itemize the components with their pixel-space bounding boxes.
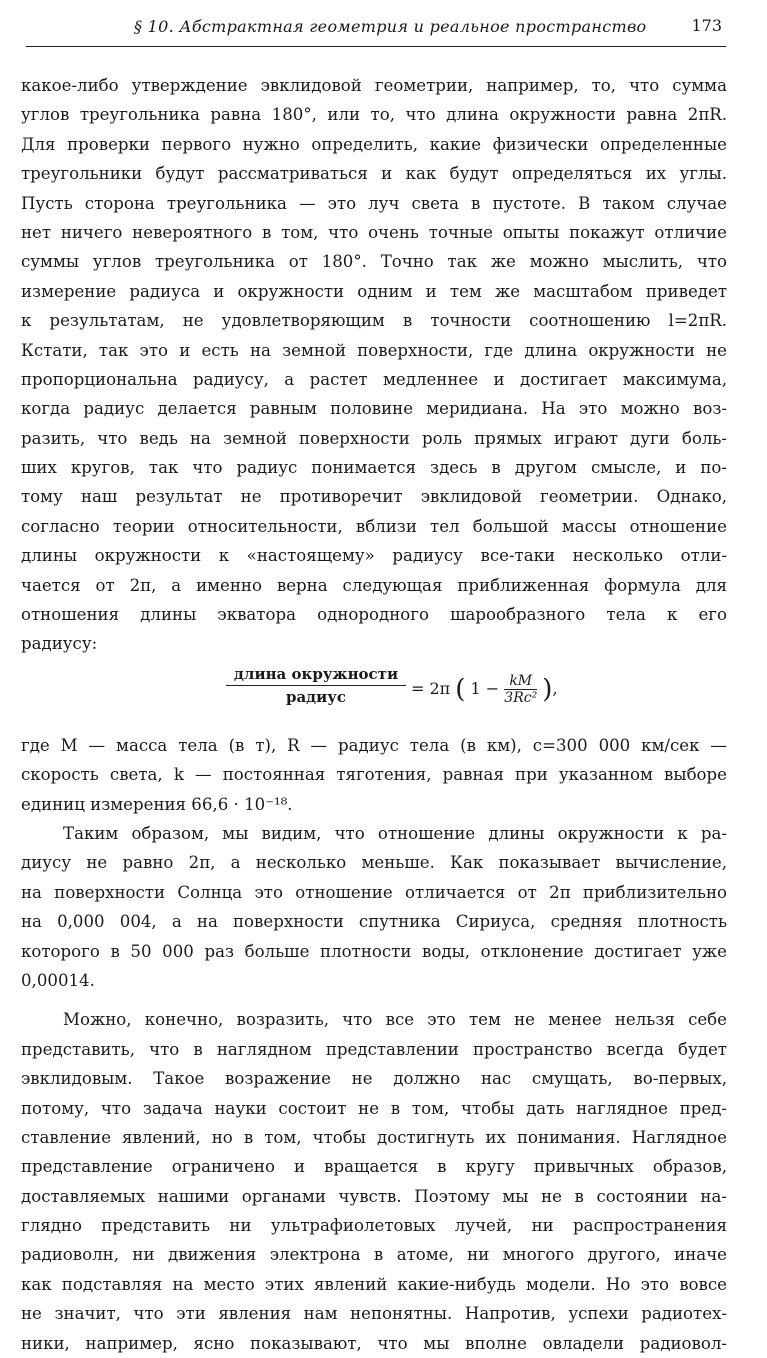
text-line: ших кругов, так что радиус понимается здесь в другом смысле, и по- xyxy=(21,458,727,478)
paragraph-2 xyxy=(21,731,727,819)
text-line: 0,00014. xyxy=(21,970,95,990)
text-line: представить, что в наглядном представлении пространство всегда будет xyxy=(21,1039,727,1059)
open-paren: ( xyxy=(455,674,466,705)
text-line: представление ограничено и вращается в кругу привычных образов, xyxy=(21,1157,727,1177)
text-line: ставление явлений, но в том, чтобы достигнуть их понимания. Наглядное xyxy=(21,1127,727,1147)
text-line: разить, что ведь на земной поверхности роль прямых играют дуги боль- xyxy=(21,428,727,448)
formula-denominator: радиус xyxy=(285,687,347,706)
text-line: эвклидовым. Такое возражение не должно нас смущать, во-первых, xyxy=(21,1069,727,1089)
text-line: какое-либо утверждение эвклидовой геометрии, например, то, что сумма xyxy=(21,76,727,95)
page-body xyxy=(21,71,727,1358)
text-line: согласно теории относительности, вблизи тел большой массы отношение xyxy=(21,516,727,536)
formula-inner-fraction xyxy=(504,673,537,706)
text-line: диусу не равно 2π, а несколько меньше. Как показывает вычисление, xyxy=(21,853,727,873)
text-line: как подставляя на место этих явлений какие-нибудь модели. Но это вовсе xyxy=(21,1274,727,1294)
running-header xyxy=(26,14,726,47)
text-line: суммы углов треугольника от 180°. Точно так же можно мыслить, что xyxy=(21,252,727,272)
text-line: радиусу: xyxy=(21,634,98,654)
paragraph-4 xyxy=(21,1005,727,1358)
text-line: не значит, что эти явления нам непонятны. Напротив, успехи радиотех- xyxy=(21,1304,727,1324)
text-line: радиоволн, ни движения электрона в атоме, ни многого другого, иначе xyxy=(21,1245,727,1265)
paragraph-1 xyxy=(21,71,727,659)
paragraph-3 xyxy=(21,819,727,995)
text-line: на поверхности Солнца это отношение отличается от 2π приблизительно xyxy=(21,882,727,902)
page-number: 173 xyxy=(691,16,722,35)
text-line: треугольники будут рассматриваться и как будут определяться их углы. xyxy=(21,164,727,184)
formula-one-minus: 1 − xyxy=(470,678,500,698)
text-line: ники, например, ясно показывают, что мы вполне овладели радиовол- xyxy=(21,1333,727,1353)
text-line: Таким образом, мы видим, что отношение длины окружности к ра- xyxy=(63,823,727,843)
text-line: измерение радиуса и окружности одним и тем же масштабом приведет xyxy=(21,281,727,301)
inner-numerator: kM xyxy=(504,673,537,690)
text-line: углов треугольника равна 180°, или то, что длина окружности равна 2πR. xyxy=(21,105,727,125)
text-line: скорость света, k — постоянная тяготения, равная при указанном выборе xyxy=(21,765,727,785)
text-line: Пусть сторона треугольника — это луч света в пустоте. В таком случае xyxy=(21,193,727,213)
text-line: отношения длины экватора однородного шарообразного тела к его xyxy=(21,605,727,625)
text-line: потому, что задача науки состоит не в том, чтобы дать наглядное пред- xyxy=(21,1098,727,1118)
inner-denominator: 3Rc² xyxy=(504,689,538,706)
text-line: на 0,000 004, а на поверхности спутника Сириуса, средняя плотность xyxy=(21,912,727,932)
text-line: тому наш результат не противоречит эвклидовой геометрии. Однако, xyxy=(21,487,727,507)
text-line: которого в 50 000 раз больше плотности воды, отклонение достигает уже xyxy=(21,941,727,961)
text-line: Можно, конечно, возразить, что все это тем не менее нельзя себе xyxy=(63,1010,727,1030)
text-line: нет ничего невероятного в том, что очень точные опыты покажут отличие xyxy=(21,222,727,242)
section-title: § 10. Абстрактная геометрия и реальное пространство xyxy=(134,17,647,36)
text-line: Кстати, так это и есть на земной поверхности, где длина окружности не xyxy=(21,340,727,360)
text-line: к результатам, не удовлетворяющим в точности соотношению l=2πR. xyxy=(21,311,727,331)
formula-tail: , xyxy=(552,678,558,698)
text-line: единиц измерения 66,6 · 10⁻¹⁸. xyxy=(21,794,293,814)
formula-fraction xyxy=(226,665,406,706)
close-paren: ) xyxy=(542,674,553,705)
text-line: когда радиус делается равным половине меридиана. На это можно воз- xyxy=(21,399,727,419)
text-line: длины окружности к «настоящему» радиусу все-таки несколько отли- xyxy=(21,546,727,566)
formula-rhs xyxy=(411,673,558,706)
text-line: чается от 2π, а именно верна следующая приближенная формула для xyxy=(21,575,727,595)
text-line: доставляемых нашими органами чувств. Поэтому мы не в состоянии на- xyxy=(21,1186,727,1206)
text-line: пропорциональна радиусу, а растет медленнее и достигает максимума, xyxy=(21,369,727,389)
text-line: глядно представить ни ультрафиолетовых лучей, ни распространения xyxy=(21,1216,727,1236)
text-line: где M — масса тела (в т), R — радиус тела (в км), c=300 000 км/сек — xyxy=(21,735,727,755)
formula-equals: = 2π xyxy=(411,678,451,698)
formula-numerator: длина окружности xyxy=(226,665,406,686)
text-line: Для проверки первого нужно определить, какие физически определенные xyxy=(21,134,727,154)
formula xyxy=(21,659,727,731)
